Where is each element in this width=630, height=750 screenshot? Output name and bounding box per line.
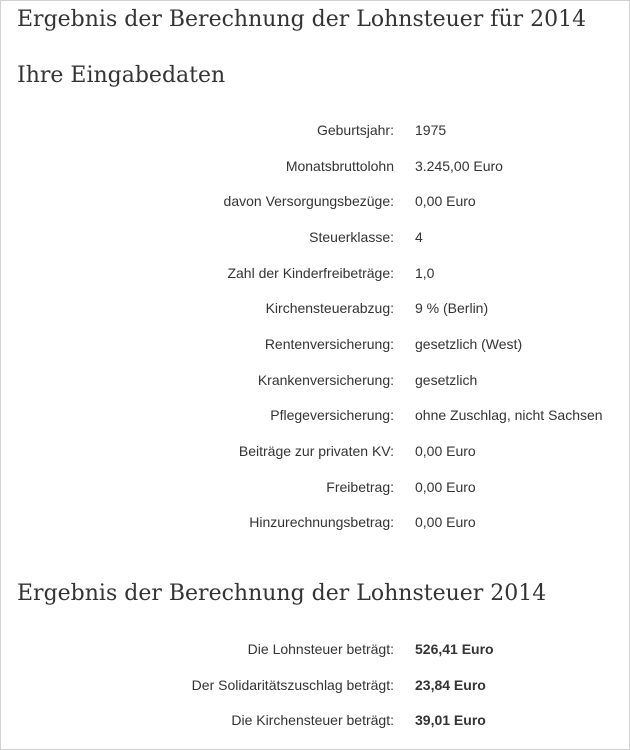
input-label: Hinzurechnungsbetrag: [249, 514, 394, 530]
input-label: Krankenversicherung: [257, 372, 394, 388]
input-value: 0,00 Euro [415, 479, 476, 495]
input-value: 1975 [415, 122, 447, 138]
input-label: Kirchensteuerabzug: [265, 300, 394, 316]
input-value: gesetzlich (West) [415, 336, 523, 352]
input-value: 0,00 Euro [415, 443, 476, 459]
input-row-pflegeversicherung [1, 405, 629, 425]
input-label: Zahl der Kinderfreibeträge: [227, 265, 394, 281]
input-label: Steuerklasse: [309, 229, 394, 245]
result-row-solidaritaetszuschlag [1, 675, 629, 695]
input-row-private-kv [1, 441, 629, 461]
input-row-kinderfreibetraege [1, 263, 629, 283]
result-row-lohnsteuer [1, 639, 629, 659]
result-section-heading: Ergebnis der Berechnung der Lohnsteuer 2014 [17, 581, 547, 606]
input-row-versorgungsbezuege [1, 191, 629, 211]
input-row-monatsbruttolohn [1, 156, 629, 176]
input-label: Rentenversicherung: [264, 336, 394, 352]
input-value: 3.245,00 Euro [415, 158, 503, 174]
result-value: 39,01 Euro [415, 712, 486, 728]
input-value: 4 [415, 229, 423, 245]
input-value: 0,00 Euro [415, 193, 476, 209]
input-row-rentenversicherung [1, 334, 629, 354]
input-label: Pflegeversicherung: [270, 407, 394, 423]
input-label: Freibetrag: [326, 479, 394, 495]
input-row-steuerklasse [1, 227, 629, 247]
input-label: davon Versorgungsbezüge: [223, 193, 394, 209]
result-row-kirchensteuer [1, 710, 629, 730]
input-row-geburtsjahr [1, 120, 629, 140]
input-row-kirchensteuerabzug [1, 298, 629, 318]
input-value: gesetzlich [415, 372, 478, 388]
input-row-freibetrag [1, 477, 629, 497]
result-value: 526,41 Euro [415, 641, 494, 657]
input-section-heading: Ihre Eingabedaten [17, 63, 226, 88]
input-value: 1,0 [415, 265, 435, 281]
input-row-krankenversicherung [1, 370, 629, 390]
input-value: ohne Zuschlag, nicht Sachsen [415, 407, 603, 423]
input-label: Beiträge zur privaten KV: [238, 443, 394, 459]
page-title: Ergebnis der Berechnung der Lohnsteuer für 2014 [17, 7, 587, 32]
result-label: Die Kirchensteuer beträgt: [231, 712, 394, 728]
input-value: 0,00 Euro [415, 514, 476, 530]
input-label: Geburtsjahr: [316, 122, 394, 138]
input-label: Monatsbruttolohn [285, 158, 394, 174]
result-label: Die Lohnsteuer beträgt: [247, 641, 394, 657]
input-value: 9 % (Berlin) [415, 300, 489, 316]
input-row-hinzurechnungsbetrag [1, 512, 629, 532]
result-label: Der Solidaritätszuschlag beträgt: [191, 677, 394, 693]
result-value: 23,84 Euro [415, 677, 486, 693]
